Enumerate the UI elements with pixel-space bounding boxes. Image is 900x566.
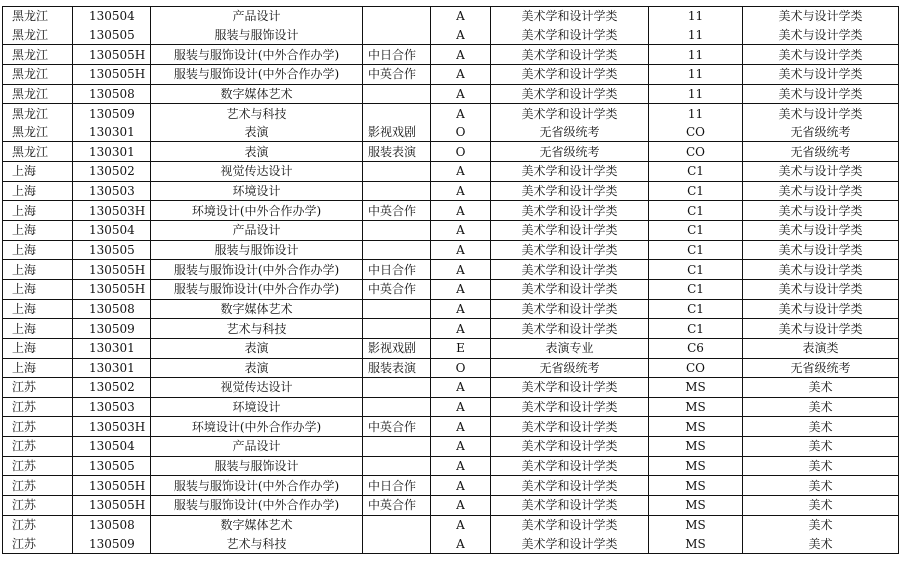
table-row — [3, 45, 899, 65]
major-name-cell: 服装与服饰设计(中外合作办学) — [151, 260, 363, 280]
exam-code-cell: C6 — [649, 338, 743, 358]
exam-name-cell: 美术 — [743, 417, 899, 437]
exam-name-cell: 美术与设计学类 — [743, 181, 899, 201]
category-code-cell: A — [431, 7, 491, 26]
major-name-cell: 环境设计(中外合作办学) — [151, 201, 363, 221]
category-name-cell: 美术学和设计学类 — [491, 7, 649, 26]
exam-name-cell: 美术 — [743, 397, 899, 417]
table-row — [3, 437, 899, 457]
category-name-cell: 美术学和设计学类 — [491, 104, 649, 123]
major-code-cell: 130301 — [73, 142, 151, 162]
province-cell: 上海 — [3, 338, 73, 358]
direction-cell: 中英合作 — [363, 496, 431, 516]
category-name-cell: 美术学和设计学类 — [491, 437, 649, 457]
province-cell: 江苏 — [3, 534, 73, 553]
exam-name-cell: 美术与设计学类 — [743, 299, 899, 319]
category-code-cell: A — [431, 45, 491, 65]
exam-code-cell: 11 — [649, 104, 743, 123]
table-row — [3, 64, 899, 84]
exam-code-cell: MS — [649, 456, 743, 476]
direction-cell: 影视戏剧 — [363, 123, 431, 142]
table-row — [3, 260, 899, 280]
exam-code-cell: MS — [649, 534, 743, 553]
exam-name-cell: 无省级统考 — [743, 123, 899, 142]
exam-name-cell: 美术 — [743, 437, 899, 457]
table-row — [3, 104, 899, 123]
exam-name-cell: 美术 — [743, 515, 899, 534]
province-cell: 江苏 — [3, 378, 73, 398]
exam-code-cell: MS — [649, 496, 743, 516]
table-row — [3, 378, 899, 398]
major-name-cell: 服装与服饰设计(中外合作办学) — [151, 496, 363, 516]
province-cell: 黑龙江 — [3, 26, 73, 45]
category-code-cell: A — [431, 84, 491, 104]
category-name-cell: 表演专业 — [491, 338, 649, 358]
major-code-cell: 130509 — [73, 534, 151, 553]
direction-cell — [363, 181, 431, 201]
admissions-table — [2, 6, 899, 554]
province-cell: 江苏 — [3, 397, 73, 417]
direction-cell — [363, 515, 431, 534]
table-row — [3, 84, 899, 104]
direction-cell: 中日合作 — [363, 45, 431, 65]
exam-name-cell: 表演类 — [743, 338, 899, 358]
exam-code-cell: C1 — [649, 201, 743, 221]
exam-code-cell: C1 — [649, 319, 743, 339]
major-name-cell: 表演 — [151, 142, 363, 162]
table-row — [3, 476, 899, 496]
major-code-cell: 130503H — [73, 201, 151, 221]
direction-cell — [363, 299, 431, 319]
category-name-cell: 美术学和设计学类 — [491, 534, 649, 553]
province-cell: 江苏 — [3, 496, 73, 516]
category-code-cell: A — [431, 104, 491, 123]
major-code-cell: 130508 — [73, 299, 151, 319]
province-cell: 上海 — [3, 162, 73, 182]
major-name-cell: 服装与服饰设计(中外合作办学) — [151, 64, 363, 84]
direction-cell — [363, 104, 431, 123]
table-row — [3, 534, 899, 553]
direction-cell — [363, 26, 431, 45]
category-code-cell: A — [431, 476, 491, 496]
direction-cell — [363, 437, 431, 457]
category-name-cell: 美术学和设计学类 — [491, 240, 649, 260]
category-name-cell: 美术学和设计学类 — [491, 260, 649, 280]
exam-code-cell: 11 — [649, 45, 743, 65]
direction-cell — [363, 456, 431, 476]
category-name-cell: 无省级统考 — [491, 123, 649, 142]
category-code-cell: A — [431, 162, 491, 182]
category-code-cell: E — [431, 338, 491, 358]
exam-code-cell: MS — [649, 417, 743, 437]
major-code-cell: 130505H — [73, 260, 151, 280]
direction-cell — [363, 397, 431, 417]
major-code-cell: 130505H — [73, 496, 151, 516]
exam-code-cell: 11 — [649, 7, 743, 26]
province-cell: 江苏 — [3, 476, 73, 496]
major-code-cell: 130505H — [73, 45, 151, 65]
major-code-cell: 130504 — [73, 7, 151, 26]
category-name-cell: 美术学和设计学类 — [491, 64, 649, 84]
province-cell: 上海 — [3, 319, 73, 339]
major-name-cell: 表演 — [151, 338, 363, 358]
table-row — [3, 515, 899, 534]
table-row — [3, 162, 899, 182]
major-code-cell: 130504 — [73, 221, 151, 241]
direction-cell — [363, 84, 431, 104]
direction-cell: 中英合作 — [363, 64, 431, 84]
direction-cell: 中英合作 — [363, 279, 431, 299]
category-name-cell: 美术学和设计学类 — [491, 319, 649, 339]
direction-cell — [363, 534, 431, 553]
exam-name-cell: 美术与设计学类 — [743, 64, 899, 84]
province-cell: 黑龙江 — [3, 142, 73, 162]
major-code-cell: 130509 — [73, 319, 151, 339]
major-name-cell: 环境设计 — [151, 181, 363, 201]
category-code-cell: A — [431, 221, 491, 241]
exam-name-cell: 美术与设计学类 — [743, 319, 899, 339]
province-cell: 黑龙江 — [3, 64, 73, 84]
category-name-cell: 美术学和设计学类 — [491, 456, 649, 476]
major-code-cell: 130301 — [73, 123, 151, 142]
major-code-cell: 130503 — [73, 181, 151, 201]
direction-cell — [363, 162, 431, 182]
category-name-cell: 美术学和设计学类 — [491, 397, 649, 417]
category-name-cell: 美术学和设计学类 — [491, 201, 649, 221]
category-name-cell: 美术学和设计学类 — [491, 496, 649, 516]
category-code-cell: A — [431, 378, 491, 398]
major-code-cell: 130505 — [73, 26, 151, 45]
province-cell: 上海 — [3, 358, 73, 378]
category-code-cell: A — [431, 240, 491, 260]
exam-code-cell: MS — [649, 515, 743, 534]
direction-cell: 服装表演 — [363, 142, 431, 162]
category-code-cell: O — [431, 123, 491, 142]
category-code-cell: A — [431, 260, 491, 280]
exam-name-cell: 美术与设计学类 — [743, 260, 899, 280]
major-code-cell: 130505 — [73, 240, 151, 260]
province-cell: 上海 — [3, 260, 73, 280]
major-code-cell: 130509 — [73, 104, 151, 123]
exam-code-cell: 11 — [649, 84, 743, 104]
major-code-cell: 130502 — [73, 162, 151, 182]
major-code-cell: 130508 — [73, 84, 151, 104]
direction-cell: 影视戏剧 — [363, 338, 431, 358]
major-name-cell: 数字媒体艺术 — [151, 515, 363, 534]
category-code-cell: O — [431, 142, 491, 162]
exam-name-cell: 美术与设计学类 — [743, 26, 899, 45]
major-name-cell: 艺术与科技 — [151, 319, 363, 339]
exam-code-cell: C1 — [649, 260, 743, 280]
category-name-cell: 美术学和设计学类 — [491, 162, 649, 182]
table-row — [3, 7, 899, 26]
exam-code-cell: C1 — [649, 162, 743, 182]
province-cell: 黑龙江 — [3, 7, 73, 26]
exam-code-cell: CO — [649, 358, 743, 378]
category-name-cell: 美术学和设计学类 — [491, 26, 649, 45]
major-code-cell: 130301 — [73, 338, 151, 358]
direction-cell: 中英合作 — [363, 417, 431, 437]
major-name-cell: 产品设计 — [151, 7, 363, 26]
category-code-cell: A — [431, 201, 491, 221]
major-code-cell: 130505 — [73, 456, 151, 476]
major-name-cell: 艺术与科技 — [151, 104, 363, 123]
direction-cell — [363, 221, 431, 241]
table-body — [3, 7, 899, 554]
category-name-cell: 无省级统考 — [491, 358, 649, 378]
exam-code-cell: 11 — [649, 26, 743, 45]
province-cell: 上海 — [3, 201, 73, 221]
category-code-cell: A — [431, 456, 491, 476]
category-name-cell: 美术学和设计学类 — [491, 84, 649, 104]
category-code-cell: A — [431, 397, 491, 417]
province-cell: 江苏 — [3, 437, 73, 457]
province-cell: 上海 — [3, 181, 73, 201]
table-row — [3, 123, 899, 142]
major-name-cell: 数字媒体艺术 — [151, 84, 363, 104]
province-cell: 上海 — [3, 299, 73, 319]
exam-code-cell: C1 — [649, 181, 743, 201]
exam-code-cell: C1 — [649, 299, 743, 319]
major-name-cell: 视觉传达设计 — [151, 162, 363, 182]
table-row — [3, 456, 899, 476]
category-code-cell: A — [431, 515, 491, 534]
major-code-cell: 130505H — [73, 476, 151, 496]
major-name-cell: 产品设计 — [151, 221, 363, 241]
province-cell: 黑龙江 — [3, 123, 73, 142]
exam-name-cell: 美术与设计学类 — [743, 84, 899, 104]
major-name-cell: 服装与服饰设计 — [151, 456, 363, 476]
exam-code-cell: CO — [649, 123, 743, 142]
table-row — [3, 142, 899, 162]
direction-cell — [363, 319, 431, 339]
exam-name-cell: 无省级统考 — [743, 142, 899, 162]
exam-name-cell: 美术与设计学类 — [743, 279, 899, 299]
direction-cell — [363, 240, 431, 260]
table-row — [3, 496, 899, 516]
major-code-cell: 130301 — [73, 358, 151, 378]
category-name-cell: 美术学和设计学类 — [491, 476, 649, 496]
table-row — [3, 181, 899, 201]
exam-name-cell: 美术与设计学类 — [743, 162, 899, 182]
exam-name-cell: 美术 — [743, 456, 899, 476]
exam-name-cell: 美术与设计学类 — [743, 45, 899, 65]
category-code-cell: A — [431, 496, 491, 516]
province-cell: 江苏 — [3, 515, 73, 534]
exam-code-cell: 11 — [649, 64, 743, 84]
major-name-cell: 环境设计 — [151, 397, 363, 417]
major-name-cell: 服装与服饰设计(中外合作办学) — [151, 45, 363, 65]
major-name-cell: 环境设计(中外合作办学) — [151, 417, 363, 437]
table-row — [3, 240, 899, 260]
province-cell: 上海 — [3, 221, 73, 241]
major-name-cell: 服装与服饰设计(中外合作办学) — [151, 279, 363, 299]
category-code-cell: A — [431, 319, 491, 339]
direction-cell: 中英合作 — [363, 201, 431, 221]
major-code-cell: 130504 — [73, 437, 151, 457]
province-cell: 江苏 — [3, 417, 73, 437]
category-code-cell: A — [431, 417, 491, 437]
category-name-cell: 美术学和设计学类 — [491, 181, 649, 201]
table-row — [3, 417, 899, 437]
exam-code-cell: C1 — [649, 279, 743, 299]
table-row — [3, 358, 899, 378]
major-name-cell: 产品设计 — [151, 437, 363, 457]
category-code-cell: O — [431, 358, 491, 378]
exam-name-cell: 美术 — [743, 534, 899, 553]
province-cell: 江苏 — [3, 456, 73, 476]
exam-name-cell: 美术与设计学类 — [743, 7, 899, 26]
major-code-cell: 130503H — [73, 417, 151, 437]
major-code-cell: 130505H — [73, 279, 151, 299]
major-name-cell: 服装与服饰设计(中外合作办学) — [151, 476, 363, 496]
table-row — [3, 338, 899, 358]
major-name-cell: 表演 — [151, 123, 363, 142]
exam-code-cell: MS — [649, 476, 743, 496]
exam-name-cell: 美术与设计学类 — [743, 201, 899, 221]
exam-name-cell: 美术与设计学类 — [743, 240, 899, 260]
province-cell: 黑龙江 — [3, 84, 73, 104]
major-name-cell: 表演 — [151, 358, 363, 378]
exam-code-cell: CO — [649, 142, 743, 162]
direction-cell: 中日合作 — [363, 260, 431, 280]
category-name-cell: 无省级统考 — [491, 142, 649, 162]
major-code-cell: 130502 — [73, 378, 151, 398]
table-row — [3, 397, 899, 417]
exam-name-cell: 美术 — [743, 496, 899, 516]
table-row — [3, 279, 899, 299]
exam-name-cell: 无省级统考 — [743, 358, 899, 378]
category-code-cell: A — [431, 437, 491, 457]
major-name-cell: 艺术与科技 — [151, 534, 363, 553]
province-cell: 黑龙江 — [3, 104, 73, 123]
exam-name-cell: 美术与设计学类 — [743, 221, 899, 241]
major-name-cell: 视觉传达设计 — [151, 378, 363, 398]
category-code-cell: A — [431, 181, 491, 201]
province-cell: 上海 — [3, 240, 73, 260]
category-name-cell: 美术学和设计学类 — [491, 221, 649, 241]
exam-name-cell: 美术与设计学类 — [743, 104, 899, 123]
category-name-cell: 美术学和设计学类 — [491, 279, 649, 299]
exam-code-cell: MS — [649, 397, 743, 417]
table-row — [3, 26, 899, 45]
category-name-cell: 美术学和设计学类 — [491, 45, 649, 65]
major-name-cell: 服装与服饰设计 — [151, 26, 363, 45]
category-code-cell: A — [431, 534, 491, 553]
category-name-cell: 美术学和设计学类 — [491, 417, 649, 437]
major-code-cell: 130503 — [73, 397, 151, 417]
exam-name-cell: 美术 — [743, 378, 899, 398]
exam-code-cell: MS — [649, 437, 743, 457]
category-code-cell: A — [431, 299, 491, 319]
table-row — [3, 201, 899, 221]
category-code-cell: A — [431, 279, 491, 299]
direction-cell: 服装表演 — [363, 358, 431, 378]
province-cell: 黑龙江 — [3, 45, 73, 65]
exam-code-cell: C1 — [649, 221, 743, 241]
major-code-cell: 130508 — [73, 515, 151, 534]
category-name-cell: 美术学和设计学类 — [491, 299, 649, 319]
direction-cell: 中日合作 — [363, 476, 431, 496]
category-code-cell: A — [431, 64, 491, 84]
table-row — [3, 319, 899, 339]
exam-code-cell: MS — [649, 378, 743, 398]
exam-code-cell: C1 — [649, 240, 743, 260]
table-row — [3, 221, 899, 241]
category-name-cell: 美术学和设计学类 — [491, 515, 649, 534]
major-code-cell: 130505H — [73, 64, 151, 84]
direction-cell — [363, 7, 431, 26]
major-name-cell: 数字媒体艺术 — [151, 299, 363, 319]
category-code-cell: A — [431, 26, 491, 45]
category-name-cell: 美术学和设计学类 — [491, 378, 649, 398]
major-name-cell: 服装与服饰设计 — [151, 240, 363, 260]
province-cell: 上海 — [3, 279, 73, 299]
exam-name-cell: 美术 — [743, 476, 899, 496]
direction-cell — [363, 378, 431, 398]
table-row — [3, 299, 899, 319]
